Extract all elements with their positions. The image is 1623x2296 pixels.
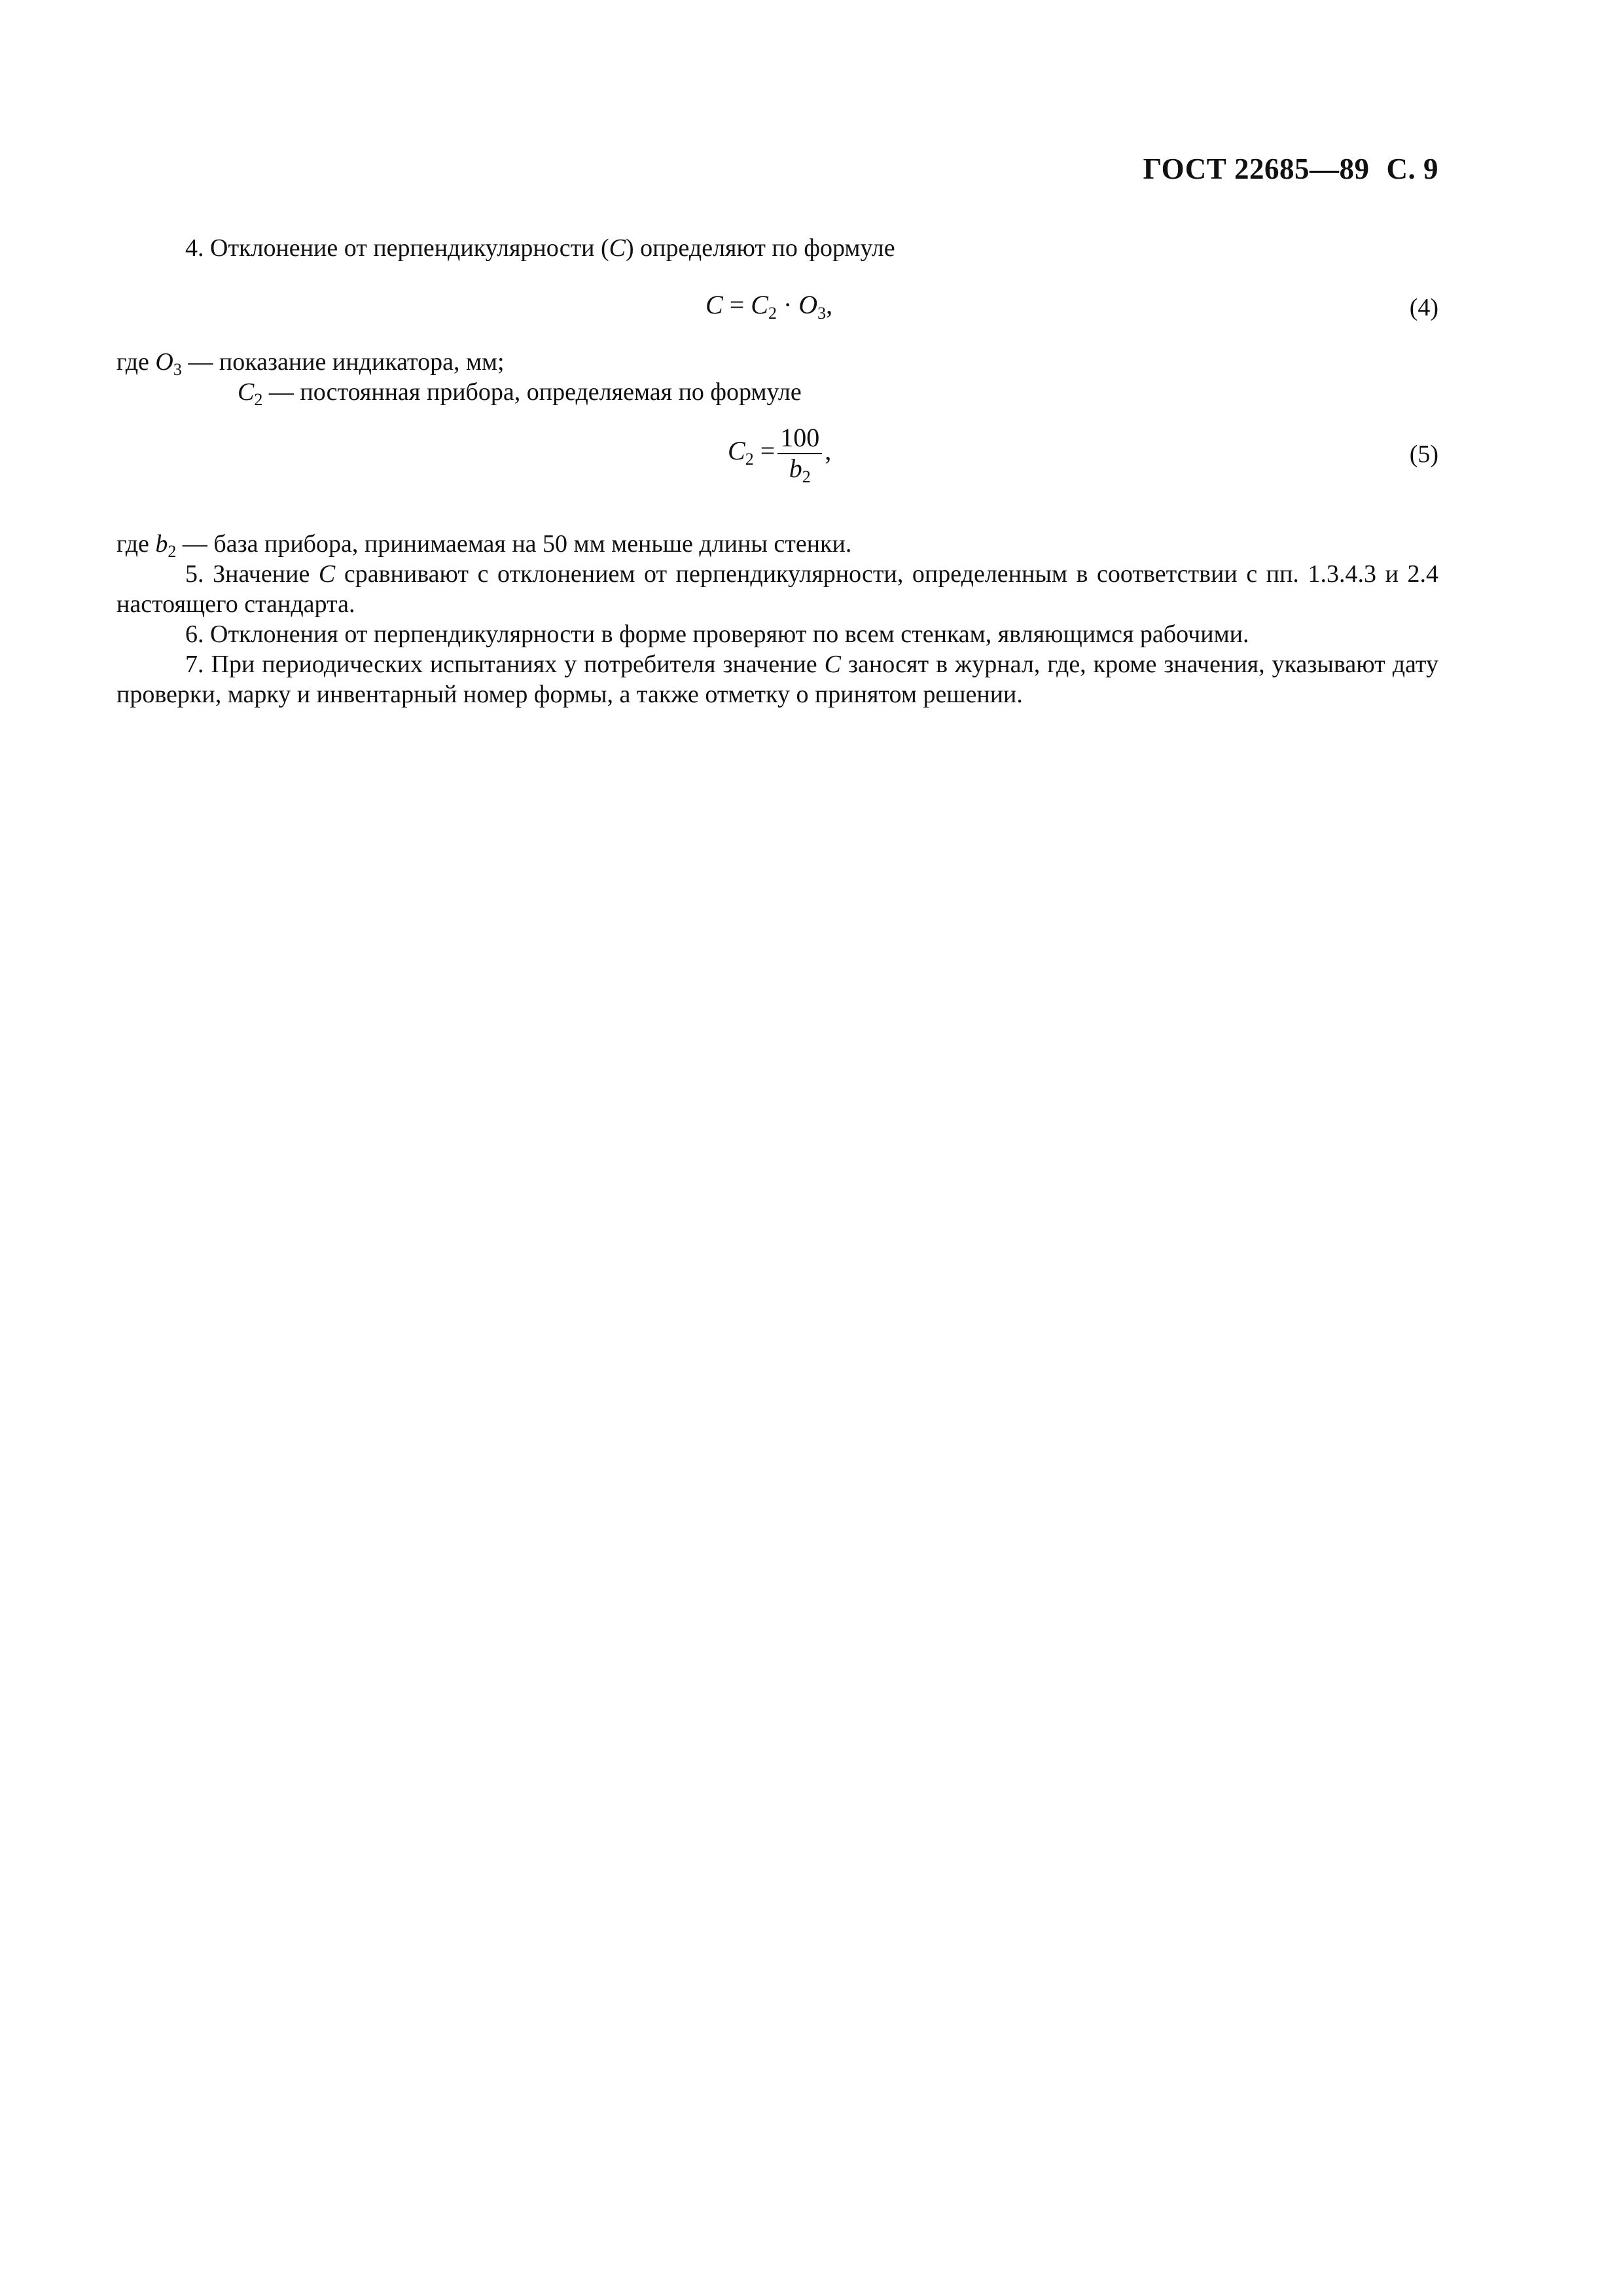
fraction — [777, 423, 822, 486]
equation-number-5: (5) — [1409, 440, 1438, 468]
formula-5: $С_2$ = $\frac{100}{b_2}$ , — [728, 423, 832, 486]
variable: С — [609, 234, 626, 262]
equation-number-4: (4) — [1409, 294, 1438, 321]
standard-number: ГОСТ 22685—89 — [1143, 152, 1370, 185]
where-b2: где $b_2$ — база прибора, принимаемая на 50 мм меньше длины стенки. — [116, 530, 852, 561]
where-c2: $С_2$ — постоянная прибора, определяемая по формуле — [238, 378, 802, 409]
formula-4: $С = С_2 \cdot О_3$, — [705, 290, 833, 323]
page-number: С. 9 — [1386, 152, 1438, 185]
where-o3: где $О_3$ — показание индикатора, мм; — [116, 348, 505, 379]
denominator: $b_2$ — [789, 454, 811, 486]
numerator: 100 — [777, 424, 822, 454]
paragraph-4: 4. Отклонение от перпендикулярности (С) определяют по формуле — [185, 234, 895, 262]
paragraph-7: 7. При периодических испытаниях у потребителя значение С заносят в журнал, где, кроме значения, указывают дату проверки, марку и инвентарный номер формы, а также отметку о принятом решении. — [116, 651, 1439, 708]
page-header — [1143, 152, 1438, 186]
paragraph-number: 4. — [185, 234, 204, 262]
paragraph-5: 5. Значение С сравнивают с отклонением от перпендикулярности, определенным в соответствии с пп. 1.3.4.3 и 2.4 настоящего стандарта. — [116, 560, 1439, 618]
paragraph-6: 6. Отклонения от перпендикулярности в форме проверяют по всем стенкам, являющимся рабочими. — [185, 620, 1249, 648]
body-text — [116, 529, 1438, 709]
where-block — [116, 347, 1438, 407]
